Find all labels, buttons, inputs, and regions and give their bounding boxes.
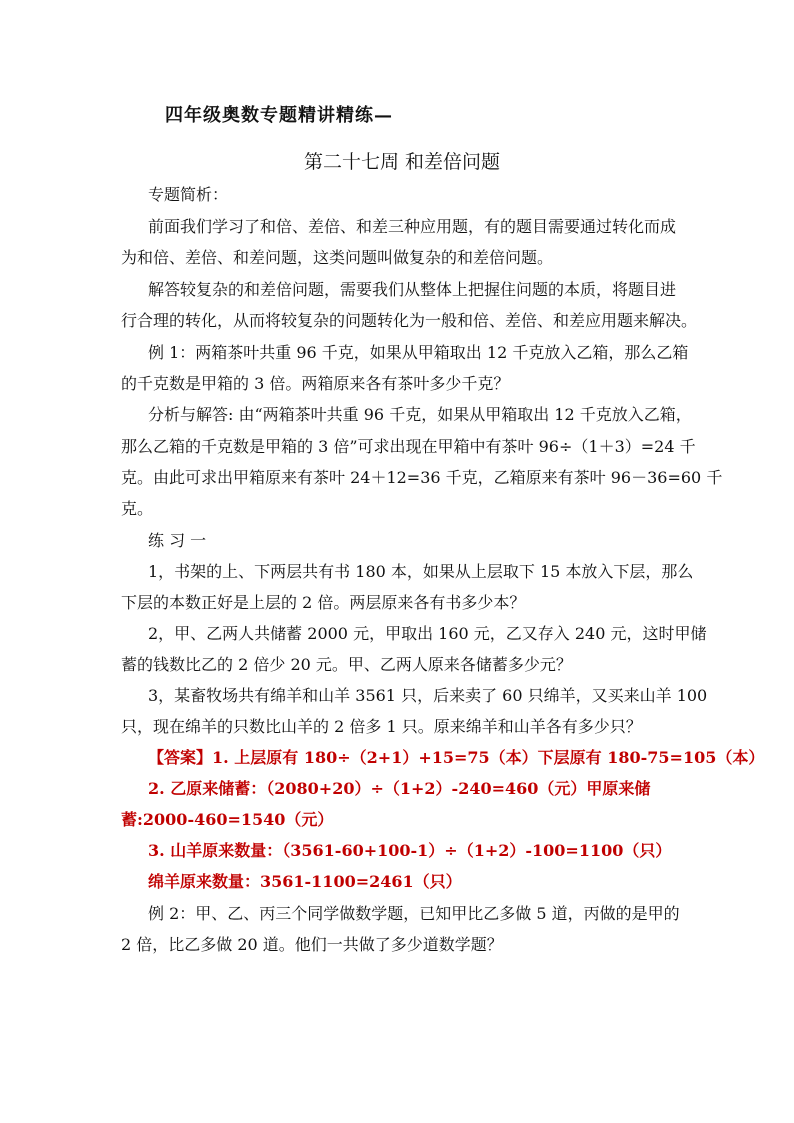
example-line: 例 1：两箱茶叶共重 96 千克，如果从甲箱取出 12 千克放入乙箱，那么乙箱 — [148, 343, 689, 362]
exercise-line: 3，某畜牧场共有绵羊和山羊 3561 只，后来卖了 60 只绵羊，又买来山羊 100 — [148, 686, 708, 705]
example-line: 例 2：甲、乙、丙三个同学做数学题，已知甲比乙多做 5 道，丙做的是甲的 — [148, 904, 680, 923]
paragraph-line: 解答较复杂的和差倍问题，需要我们从整体上把握住问题的本质，将题目进 — [148, 280, 677, 299]
section-title: 第二十七周 和差倍问题 — [304, 151, 501, 173]
example-line: 2 倍，比乙多做 20 道。他们一共做了多少道数学题？ — [121, 935, 503, 954]
solution-line: 分析与解答: 由“两箱茶叶共重 96 千克，如果从甲箱取出 12 千克放入乙箱， — [148, 405, 692, 424]
exercise-line: 蓄的钱数比乙的 2 倍少 20 元。甲、乙两人原来各储蓄多少元？ — [121, 655, 572, 674]
exercise-line: 1，书架的上、下两层共有书 180 本，如果从上层取下 15 本放入下层，那么 — [148, 562, 694, 581]
answer-line: 2. 乙原来储蓄：（2080+20）÷（1+2）-240=460（元）甲原来储 — [148, 779, 651, 798]
solution-line: 那么乙箱的千克数是甲箱的 3 倍”可求出现在甲箱中有茶叶 96÷（1＋3）=24 千 — [121, 437, 696, 456]
answer-line: 3. 山羊原来数量：（3561-60+100-1）÷（1+2）-100=1100（只） — [148, 841, 672, 860]
exercise-line: 2，甲、乙两人共储蓄 2000 元，甲取出 160 元，乙又存入 240 元，这时甲储 — [148, 624, 707, 643]
exercise-line: 只，现在绵羊的只数比山羊的 2 倍多 1 只。原来绵羊和山羊各有多少只？ — [121, 717, 642, 736]
intro-heading: 专题简析： — [148, 185, 229, 204]
paragraph-line: 行合理的转化，从而将较复杂的问题转化为一般和倍、差倍、和差应用题来解决。 — [121, 311, 698, 330]
paragraph-line: 为和倍、差倍、和差问题，这类问题叫做复杂的和差倍问题。 — [121, 248, 554, 267]
exercise-heading: 练 习 一 — [148, 531, 207, 550]
solution-line: 克。 — [121, 499, 154, 518]
solution-line: 克。由此可求出甲箱原来有茶叶 24＋12=36 千克，乙箱原来有茶叶 96－36=60 千 — [121, 468, 723, 487]
exercise-line: 下层的本数正好是上层的 2 倍。两层原来各有书多少本？ — [121, 593, 526, 612]
answer-line: 绵羊原来数量：3561-1100=2461（只） — [148, 872, 462, 891]
document-title: 四年级奥数专题精讲精练— — [165, 105, 393, 126]
example-line: 的千克数是甲箱的 3 倍。两箱原来各有茶叶多少千克？ — [121, 374, 510, 393]
answer-line: 蓄:2000-460=1540（元） — [121, 810, 334, 829]
paragraph-line: 前面我们学习了和倍、差倍、和差三种应用题，有的题目需要通过转化而成 — [148, 217, 677, 236]
answer-line: 【答案】1. 上层原有 180÷（2+1）+15=75（本）下层原有 180-75=105（本） — [148, 748, 765, 767]
